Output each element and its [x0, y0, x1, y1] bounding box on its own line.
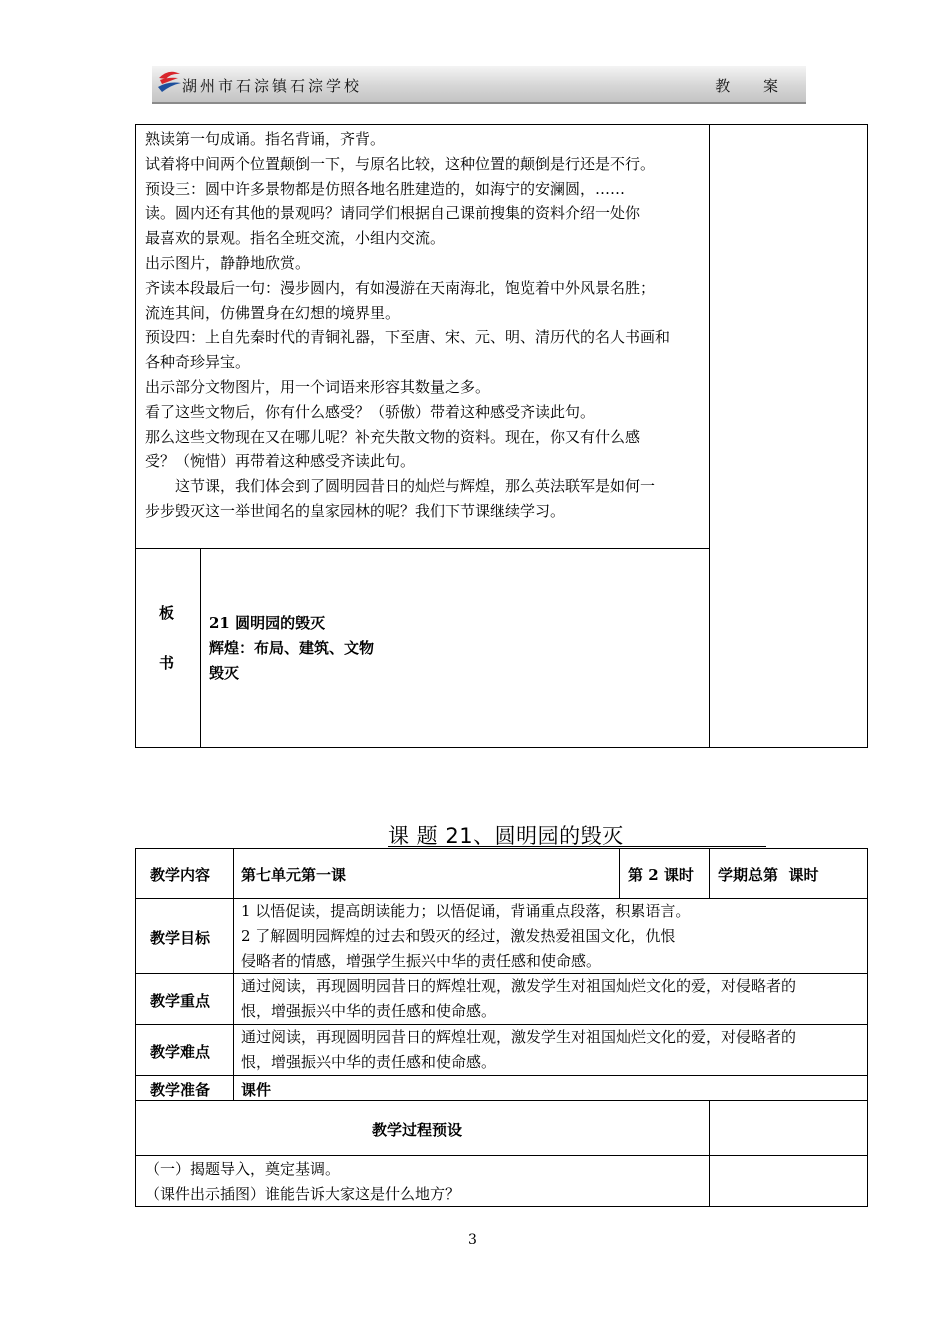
difficult-line: 通过阅读，再现圆明园昔日的辉煌壮观，激发学生对祖国灿烂文化的爱，对侵略者的: [241, 1028, 797, 1046]
row-divider: [135, 1155, 868, 1156]
school-name: 湖州市石淙镇石淙学校: [182, 77, 363, 95]
process-heading: 教学过程预设: [372, 1121, 463, 1139]
prep-label: 教学准备: [150, 1081, 211, 1099]
term-label: 学期总第 课时: [718, 866, 819, 884]
prep-value: 课件: [241, 1081, 272, 1099]
difficult-points-text: [241, 1025, 796, 1075]
paragraph: 各种奇珍异宝。: [145, 353, 251, 372]
board-line: 21 圆明园的毁灭: [209, 614, 326, 632]
goal-line: 1 以悟促读，提高朗读能力；以悟促诵，背诵重点段落，积累语言。: [241, 902, 691, 920]
board-line: 辉煌：布局、建筑、文物: [209, 639, 375, 657]
upper-board-divider: [135, 548, 710, 549]
label-column-divider: [233, 848, 234, 1101]
paragraph: 出示部分文物图片，用一个词语来形容其数量之多。: [145, 377, 491, 396]
key-line: 通过阅读，再现圆明园昔日的辉煌壮观，激发学生对祖国灿烂文化的爱，对侵略者的: [241, 977, 797, 995]
board-label-divider: [200, 548, 201, 748]
row-divider: [135, 1075, 868, 1076]
paragraph: 这节课，我们体会到了圆明园昔日的灿烂与辉煌，那么英法联军是如何一: [145, 477, 656, 496]
paragraph: 流连其间，仿佛置身在幻想的境界里。: [145, 303, 401, 322]
doc-type-label: 教 案: [715, 77, 792, 95]
board-label-top: 板: [159, 604, 175, 622]
upper-body-text: [145, 127, 670, 524]
content-label: 教学内容: [150, 866, 211, 884]
board-label-bottom: 书: [159, 654, 175, 672]
paragraph: 齐读本段最后一句：漫步圆内，有如漫游在天南海北，饱览着中外风景名胜；: [145, 278, 656, 297]
period-divider: [619, 848, 620, 899]
process-text: [145, 1157, 460, 1207]
page-header: [152, 66, 806, 104]
row-divider: [135, 1100, 868, 1101]
paragraph: 受？（惋惜）再带着这种感受齐读此句。: [145, 452, 416, 471]
page-number: 3: [468, 1232, 477, 1248]
title-underline: [388, 846, 766, 847]
paragraph: 那么这些文物现在又在哪儿呢？补充失散文物的资料。现在，你又有什么感: [145, 427, 641, 446]
upper-notes-divider: [709, 124, 710, 748]
lesson-title: 课 题 21、圆明园的毁灭: [388, 824, 624, 848]
school-logo-icon: [156, 68, 182, 94]
goals-text: [241, 899, 690, 973]
paragraph: 预设四：上自先秦时代的青铜礼器，下至唐、宋、元、明、清历代的名人书画和: [145, 328, 671, 347]
board-content: [209, 611, 374, 686]
paragraph: 步步毁灭这一举世闻名的皇家园林的呢？我们下节课继续学习。: [145, 501, 566, 520]
process-notes-divider: [709, 1100, 710, 1207]
term-divider: [709, 848, 710, 899]
goal-line: 2 了解圆明园辉煌的过去和毁灭的经过，激发热爱祖国文化，仇恨: [241, 926, 676, 945]
period-label: 第 2 课时: [628, 866, 694, 884]
paragraph: 预设三：圆中许多景物都是仿照各地名胜建造的，如海宁的安澜圆，……: [145, 179, 626, 198]
goal-line: 侵略者的情感，增强学生振兴中华的责任感和使命感。: [241, 951, 602, 970]
paragraph: 熟读第一句成诵。指名背诵，齐背。: [145, 130, 386, 148]
paragraph: 出示图片，静静地欣赏。: [145, 253, 311, 272]
paragraph: 最喜欢的景观。指名全班交流，小组内交流。: [145, 229, 446, 248]
key-points-label: 教学重点: [150, 992, 211, 1010]
difficult-line: 恨，增强振兴中华的责任感和使命感。: [241, 1052, 497, 1071]
process-line: （课件出示插图）谁能告诉大家这是什么地方？: [145, 1184, 461, 1203]
board-line: 毁灭: [209, 664, 240, 682]
key-line: 恨，增强振兴中华的责任感和使命感。: [241, 1001, 497, 1020]
key-points-text: [241, 974, 796, 1024]
process-line: （一）揭题导入，奠定基调。: [145, 1160, 341, 1178]
content-value: 第七单元第一课: [241, 866, 347, 884]
difficult-points-label: 教学难点: [150, 1043, 211, 1061]
paragraph: 看了这些文物后，你有什么感受？（骄傲）带着这种感受齐读此句。: [145, 402, 596, 421]
paragraph: 读。圆内还有其他的景观吗？请同学们根据自己课前搜集的资料介绍一处你: [145, 204, 641, 223]
goals-label: 教学目标: [150, 929, 211, 947]
paragraph: 试着将中间两个位置颠倒一下，与原名比较，这种位置的颠倒是行还是不行。: [145, 154, 656, 173]
